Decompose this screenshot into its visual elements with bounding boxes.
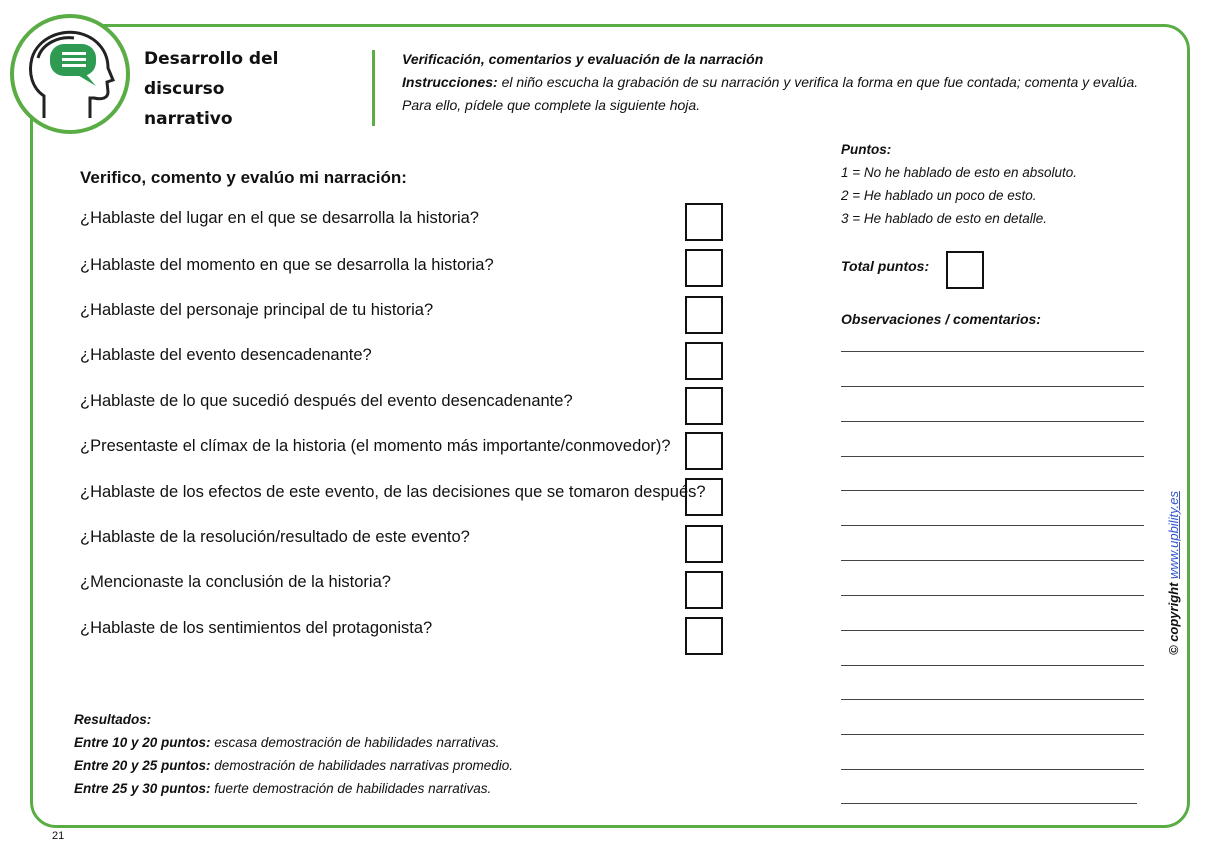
- score-box[interactable]: [685, 478, 723, 516]
- instructions-label: Instrucciones:: [402, 74, 498, 90]
- question-item: ¿Hablaste de los sentimientos del protagonista?: [80, 619, 433, 637]
- writing-line[interactable]: [841, 525, 1144, 526]
- question-item: ¿Hablaste del personaje principal de tu historia?: [80, 301, 434, 319]
- question-item: ¿Mencionaste la conclusión de la historia?: [80, 573, 391, 591]
- result-item: Entre 10 y 20 puntos: escasa demostración de habilidades narrativas.: [74, 735, 500, 750]
- instructions-text: el niño escucha la grabación de su narración y verifica la forma en que fue contada; comenta y evalúa. Para ello, pídele que complete la siguiente hoja.: [402, 74, 1139, 113]
- header-divider: [372, 50, 375, 126]
- score-box[interactable]: [685, 387, 723, 425]
- writing-line[interactable]: [841, 630, 1144, 631]
- writing-line[interactable]: [841, 769, 1144, 770]
- activity-title: Verificación, comentarios y evaluación de la narración: [402, 51, 764, 67]
- question-item: ¿Presentaste el clímax de la historia (el momento más importante/conmovedor)?: [80, 437, 671, 455]
- score-box[interactable]: [685, 342, 723, 380]
- logo-head-icon: [10, 14, 130, 134]
- results-label: Resultados:: [74, 712, 152, 727]
- question-item: ¿Hablaste del lugar en el que se desarrolla la historia?: [80, 209, 479, 227]
- observations-label: Observaciones / comentarios:: [841, 311, 1041, 327]
- writing-line[interactable]: [841, 351, 1144, 352]
- results-section: [74, 708, 513, 800]
- writing-line[interactable]: [841, 560, 1144, 561]
- score-box[interactable]: [685, 203, 723, 241]
- writing-line[interactable]: [841, 699, 1144, 700]
- score-box[interactable]: [685, 571, 723, 609]
- writing-line[interactable]: [841, 665, 1144, 666]
- result-item: Entre 25 y 30 puntos: fuerte demostración de habilidades narrativas.: [74, 781, 492, 796]
- total-points-box[interactable]: [946, 251, 984, 289]
- writing-line[interactable]: [841, 490, 1144, 491]
- writing-line[interactable]: [841, 595, 1144, 596]
- score-box[interactable]: [685, 249, 723, 287]
- writing-line[interactable]: [841, 386, 1144, 387]
- writing-line[interactable]: [841, 803, 1137, 804]
- total-points-label: Total puntos:: [841, 258, 930, 274]
- copyright-label: © copyright: [1166, 582, 1181, 655]
- page-number: 21: [52, 830, 65, 842]
- writing-line[interactable]: [841, 456, 1144, 457]
- score-box[interactable]: [685, 432, 723, 470]
- question-item: ¿Hablaste de los efectos de este evento, de las decisiones que se tomaron después?: [80, 483, 706, 501]
- writing-line[interactable]: [841, 734, 1144, 735]
- score-box[interactable]: [685, 525, 723, 563]
- scoring-legend: [841, 138, 1077, 230]
- question-item: ¿Hablaste del momento en que se desarrolla la historia?: [80, 256, 494, 274]
- header-instructions: [402, 48, 1162, 117]
- writing-line[interactable]: [841, 421, 1144, 422]
- copyright-notice: [1166, 491, 1181, 655]
- scoring-level: 3 = He hablado de esto en detalle.: [841, 211, 1048, 226]
- scoring-label: Puntos:: [841, 142, 892, 157]
- scoring-level: 1 = No he hablado de esto en absoluto.: [841, 165, 1078, 180]
- scoring-level: 2 = He hablado un poco de esto.: [841, 188, 1037, 203]
- checklist-heading: Verifico, comento y evalúo mi narración:: [80, 168, 407, 187]
- worksheet-title: Desarrollo del discurso narrativo: [144, 49, 279, 129]
- website-link[interactable]: www.upbility.es: [1166, 491, 1181, 579]
- question-item: ¿Hablaste de lo que sucedió después del evento desencadenante?: [80, 392, 573, 410]
- score-box[interactable]: [685, 617, 723, 655]
- question-item: ¿Hablaste del evento desencadenante?: [80, 346, 372, 364]
- result-item: Entre 20 y 25 puntos: demostración de habilidades narrativas promedio.: [74, 758, 513, 773]
- question-item: ¿Hablaste de la resolución/resultado de este evento?: [80, 528, 470, 546]
- score-box[interactable]: [685, 296, 723, 334]
